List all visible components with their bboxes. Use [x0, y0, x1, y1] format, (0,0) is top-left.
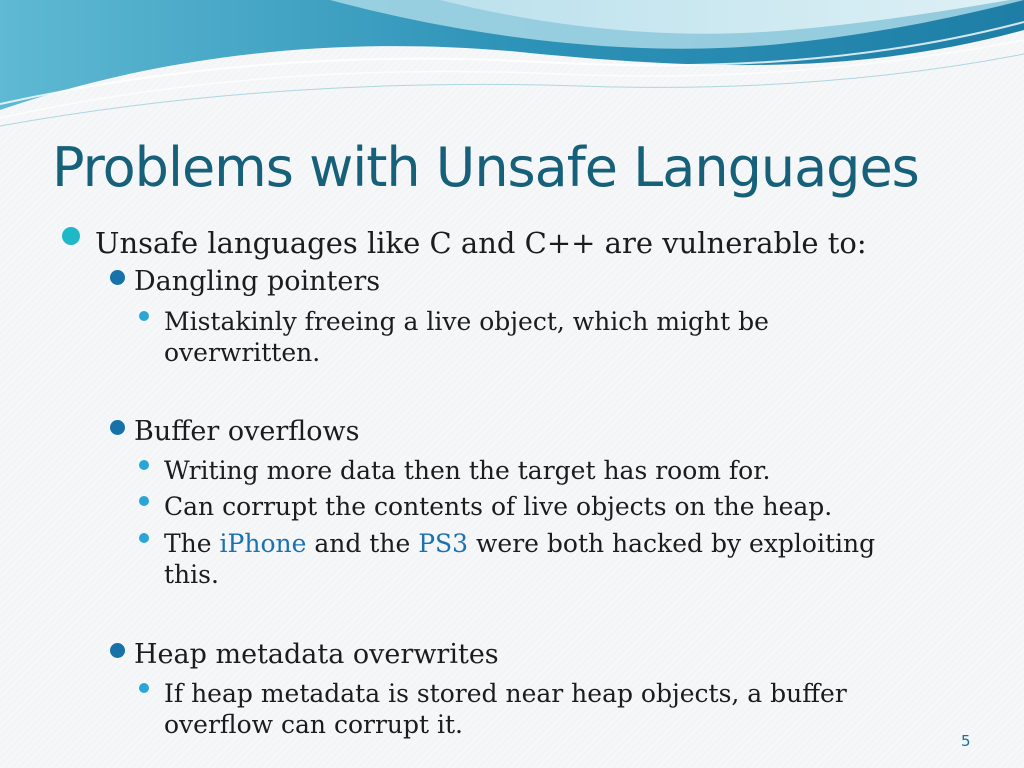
text-fragment: were both hacked by exploiting — [468, 529, 876, 558]
page-number: 5 — [961, 732, 971, 750]
list-item-line: overflow can corrupt it. — [164, 710, 463, 739]
section-heading-dangling-pointers: Dangling pointers — [134, 266, 381, 297]
bullet-dot — [139, 533, 149, 543]
text-fragment: The — [164, 529, 220, 558]
list-item-line: Can corrupt the contents of live objects on the heap. — [164, 492, 833, 521]
list-item-line — [164, 528, 875, 559]
bullet-dot — [110, 270, 125, 285]
list-item-line: overwritten. — [164, 338, 321, 367]
iphone-link[interactable]: iPhone — [219, 529, 307, 558]
bullet-dot — [110, 420, 125, 435]
ps3-link[interactable]: PS3 — [418, 529, 469, 558]
list-item-line: Mistakinly freeing a live object, which might be — [164, 307, 769, 336]
bullet-dot — [62, 227, 80, 245]
bullet-dot — [139, 683, 149, 693]
list-item-line: this. — [164, 560, 219, 589]
bullet-dot — [110, 643, 125, 658]
section-heading-heap-metadata: Heap metadata overwrites — [134, 639, 499, 670]
bullet-dot — [139, 311, 149, 321]
text-fragment: and the — [306, 529, 419, 558]
list-item-line: If heap metadata is stored near heap objects, a buffer — [164, 679, 847, 708]
list-item-line: Writing more data then the target has room for. — [164, 456, 771, 485]
bullet-dot — [139, 460, 149, 470]
main-bullet-text: Unsafe languages like C and C++ are vulnerable to: — [95, 226, 867, 260]
bullet-dot — [139, 496, 149, 506]
slide-title: Problems with Unsafe Languages — [52, 136, 919, 199]
section-heading-buffer-overflows: Buffer overflows — [134, 416, 360, 447]
header-wave-decoration — [0, 0, 1024, 130]
